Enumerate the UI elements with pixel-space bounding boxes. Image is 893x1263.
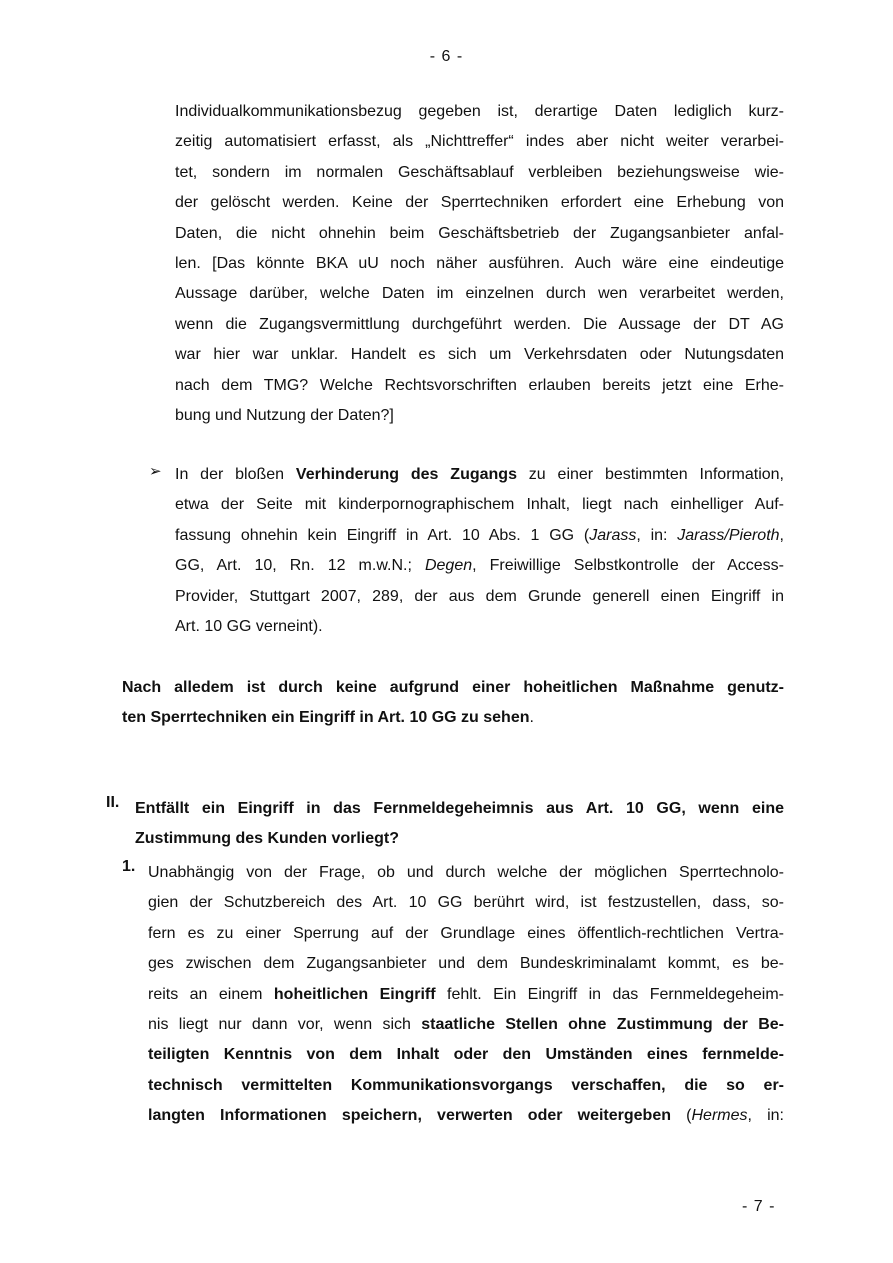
text-line: zeitig automatisiert erfasst, als „Nichttreffer“ indes aber nicht weiter verarbei- bbox=[175, 133, 784, 151]
text-run: , in: bbox=[747, 1107, 784, 1125]
text-line: len. [Das könnte BKA uU noch näher ausführen. Auch wäre eine eindeutige bbox=[175, 254, 784, 272]
text-line: Aussage darüber, welche Daten im einzelnen durch wen verarbeitet werden, bbox=[175, 285, 784, 303]
text-line bbox=[148, 1010, 784, 1040]
text-line bbox=[175, 460, 784, 490]
text-line: Daten, die nicht ohnehin beim Geschäftsbetrieb der Zugangsanbieter anfal- bbox=[175, 224, 784, 242]
text-run: ten Sperrtechniken ein Eingriff in Art. 10 GG zu sehen bbox=[122, 709, 530, 727]
text-run: , in: bbox=[636, 526, 678, 544]
text-line: Unabhängig von der Frage, ob und durch welche der möglichen Sperrtechnolo- bbox=[148, 864, 784, 881]
page-number-top: - 6 - bbox=[429, 48, 464, 65]
text-line: ges zwischen dem Zugangsanbieter und dem Bundeskriminalamt kommt, es be- bbox=[148, 955, 784, 973]
citation-author: Degen bbox=[424, 557, 473, 575]
text-line bbox=[175, 551, 784, 581]
paragraph-data-processing bbox=[175, 97, 784, 431]
conclusion-statement bbox=[122, 673, 784, 734]
text-line: bung und Nutzung der Daten?] bbox=[175, 406, 394, 424]
section-heading bbox=[135, 794, 784, 855]
text-run: , bbox=[779, 526, 784, 544]
text-line: Nach alledem ist durch keine aufgrund einer hoheitlichen Maßnahme genutz- bbox=[122, 679, 784, 696]
text-line: tet, sondern im normalen Geschäftsablauf verbleiben beziehungsweise wie- bbox=[175, 163, 784, 181]
text-line: war hier war unklar. Handelt es sich um Verkehrsdaten oder Nutungsdaten bbox=[175, 346, 784, 364]
bold-term: langten Informationen speichern, verwerten oder weitergeben bbox=[148, 1107, 671, 1125]
text-line: nach dem TMG? Welche Rechtsvorschriften erlauben bereits jetzt eine Erhe- bbox=[175, 376, 784, 394]
bold-term: Verhinderung des Zugangs bbox=[295, 466, 517, 483]
text-line: der gelöscht werden. Keine der Sperrtechniken erfordert eine Erhebung von bbox=[175, 194, 784, 212]
bold-term: hoheitlichen Eingriff bbox=[273, 985, 436, 1003]
section-number: II. bbox=[106, 794, 120, 811]
text-run: fassung ohnehin kein Eingriff in Art. 10 Abs. 1 GG ( bbox=[175, 526, 590, 544]
text-line: Individualkommunikationsbezug gegeben ist, derartige Daten lediglich kurz- bbox=[175, 103, 784, 120]
text-run: , Freiwillige Selbstkontrolle der Access- bbox=[472, 557, 785, 575]
text-line bbox=[148, 1101, 784, 1131]
text-line: Provider, Stuttgart 2007, 289, der aus dem Grunde generell einen Eingriff in bbox=[175, 587, 784, 605]
arrow-bullet-icon: ➢ bbox=[149, 463, 162, 480]
text-line bbox=[122, 703, 784, 733]
text-line bbox=[148, 980, 784, 1010]
text-run: fehlt. Ein Eingriff in das Fernmeldegeheim- bbox=[435, 985, 785, 1003]
page-number-bottom: - 7 - bbox=[742, 1198, 776, 1215]
text-line: Art. 10 GG verneint). bbox=[175, 617, 323, 635]
citation-author: Jarass/Pieroth bbox=[677, 526, 780, 544]
text-run: nis liegt nur dann vor, wenn sich bbox=[148, 1015, 422, 1033]
text-line: Zustimmung des Kunden vorliegt? bbox=[135, 830, 400, 848]
paragraph-consent bbox=[148, 858, 784, 1132]
list-item-number: 1. bbox=[122, 858, 136, 875]
text-run: . bbox=[529, 709, 534, 727]
text-line: wenn die Zugangsvermittlung durchgeführt werden. Die Aussage der DT AG bbox=[175, 315, 784, 333]
citation-author: Hermes bbox=[691, 1107, 748, 1125]
text-line: Entfällt ein Eingriff in das Fernmeldegeheimnis aus Art. 10 GG, wenn eine bbox=[135, 800, 784, 817]
text-line bbox=[148, 1040, 784, 1070]
text-run: reits an einem bbox=[148, 985, 274, 1003]
bold-term: staatliche Stellen ohne Zustimmung der Be- bbox=[421, 1015, 785, 1033]
paragraph-access-prevention bbox=[175, 460, 784, 642]
text-run: ( bbox=[671, 1107, 692, 1125]
text-line bbox=[148, 1071, 784, 1101]
citation-author: Jarass bbox=[589, 526, 637, 544]
text-run: In der bloßen bbox=[175, 466, 296, 483]
text-line: gien der Schutzbereich des Art. 10 GG berührt wird, ist festzustellen, dass, so- bbox=[148, 894, 784, 912]
text-line: etwa der Seite mit kinderpornographischem Inhalt, liegt nach einhelliger Auf- bbox=[175, 496, 784, 514]
text-line: fern es zu einer Sperrung auf der Grundlage eines öffentlich-rechtlichen Vertra- bbox=[148, 924, 784, 942]
text-run: zu einer bestimmten Information, bbox=[516, 466, 784, 483]
bold-term: teiligten Kenntnis von dem Inhalt oder den Umständen eines fernmelde- bbox=[148, 1046, 784, 1064]
bold-term: technisch vermittelten Kommunikationsvorgangs verschaffen, die so er- bbox=[148, 1076, 784, 1094]
text-line bbox=[175, 521, 784, 551]
text-run: GG, Art. 10, Rn. 12 m.w.N.; bbox=[175, 557, 425, 575]
